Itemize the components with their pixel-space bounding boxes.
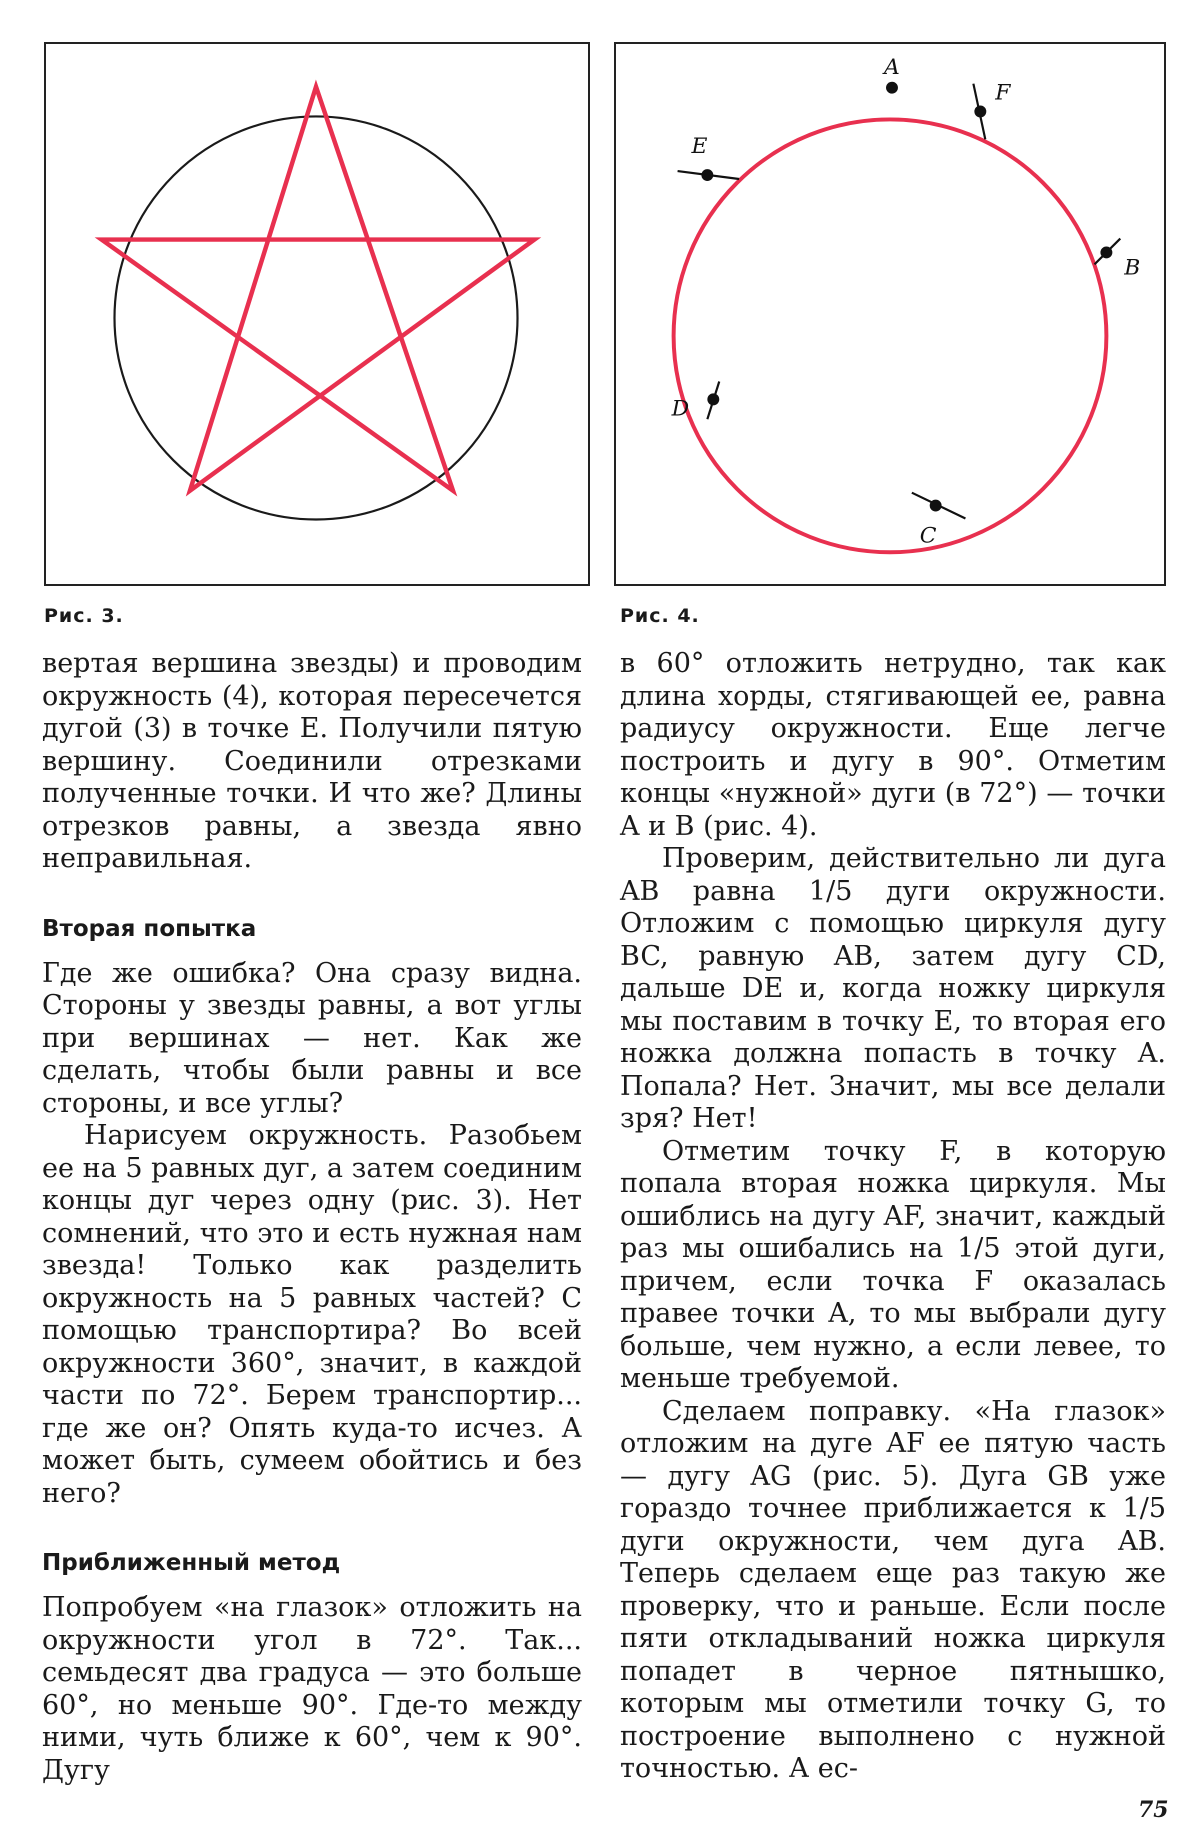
figure-3 [44,42,590,586]
label-b: B [1124,255,1141,281]
point-b [1100,247,1112,259]
page-number: 75 [1138,1797,1169,1823]
right-paragraph-3: Отметим точку F, в которую попала вторая ножка циркуля. Мы ошиблись на дугу AF, значит, каждый раз мы ошибались на 1/5 этой дуги, причем, если точка F оказалась правее точки A, то мы выбрали дугу больше, чем нужно, а если левее, то меньше требуемой. [620,1135,1166,1394]
figure-4-caption: Рис. 4. [620,605,700,627]
circle-points-diagram [616,44,1164,584]
point-f [974,106,986,118]
red-circle [674,119,1107,552]
pentagram-star [102,87,535,491]
label-a: A [884,54,900,80]
left-paragraph-3: Нарисуем окружность. Разобьем ее на 5 равных дуг, а затем соединим концы дуг через одну (рис. 3). Нет сомнений, что это и есть нужная нам звезда! Только как разделить окружность на 5 равных частей? С помощью транспортира? Во всей окружности 360°, значит, в каждой части по 72°. Берем транспортир... где же он? Опять куда-то исчез. А может быть, сумеем обойтись и без него? [42,1120,582,1509]
star-in-circle-diagram [46,44,588,584]
label-c: C [919,523,937,549]
figure-3-caption: Рис. 3. [44,605,124,627]
point-c [930,500,942,512]
left-paragraph-1: вертая вершина звезды) и проводим окружность (4), которая пересечется дугой (3) в точке E. Получили пятую вершину. Соединили отрезками полученные точки. И что же? Длины отрезков равны, а звезда явно неправильная. [42,648,582,874]
right-paragraph-2: Проверим, действительно ли дуга AB равна 1/5 дуги окружности. Отложим с помощью циркуля дугу BC, равную AB, затем дугу CD, дальше DE и, когда ножку циркуля мы поставим в точку E, то вторая его ножка должна попасть в точку A. Попала? Нет. Значит, мы все делали зря? Нет! [620,843,1166,1134]
outer-circle [115,116,518,519]
heading-second-attempt: Вторая попытка [42,915,257,942]
heading-approx-method: Приближенный метод [42,1550,341,1576]
right-column [620,648,1166,1786]
point-e [701,169,713,181]
left-column [42,648,582,1787]
right-paragraph-1: в 60° отложить нетрудно, так как длина хорды, стягивающей ее, равна радиусу окружности. Еще легче построить и дугу в 90°. Отметим концы «нужной» дуги (в 72°) — точки A и B (рис. 4). [620,648,1166,842]
left-paragraph-4: Попробуем «на глазок» отложить на окружности угол в 72°. Так... семьдесят два градуса — это больше 60°, но меньше 90°. Где-то между ними, чуть ближе к 60°, чем к 90°. Дугу [42,1592,582,1786]
label-f: F [995,80,1011,106]
left-paragraph-2: Где же ошибка? Она сразу видна. Стороны у звезды равны, а вот углы при вершинах — нет. Как же сделать, чтобы были равны и все стороны, и все углы? [42,957,582,1119]
label-e: E [691,134,708,160]
figure-4 [614,42,1166,586]
point-d [707,393,719,405]
point-a [886,82,898,94]
right-paragraph-4: Сделаем поправку. «На глазок» отложим на дуге AF ее пятую часть — дугу AG (рис. 5). Дуга GB уже гораздо точнее приближается к 1/5 дуги окружности, чем дуга AB. Теперь сделаем еще раз такую же проверку, что и раньше. Если после пяти откладываний ножка циркуля попадет в черное пятнышко, которым мы отметили точку G, то построение выполнено с нужной точностью. А ес- [620,1395,1166,1784]
label-d: D [671,396,690,422]
